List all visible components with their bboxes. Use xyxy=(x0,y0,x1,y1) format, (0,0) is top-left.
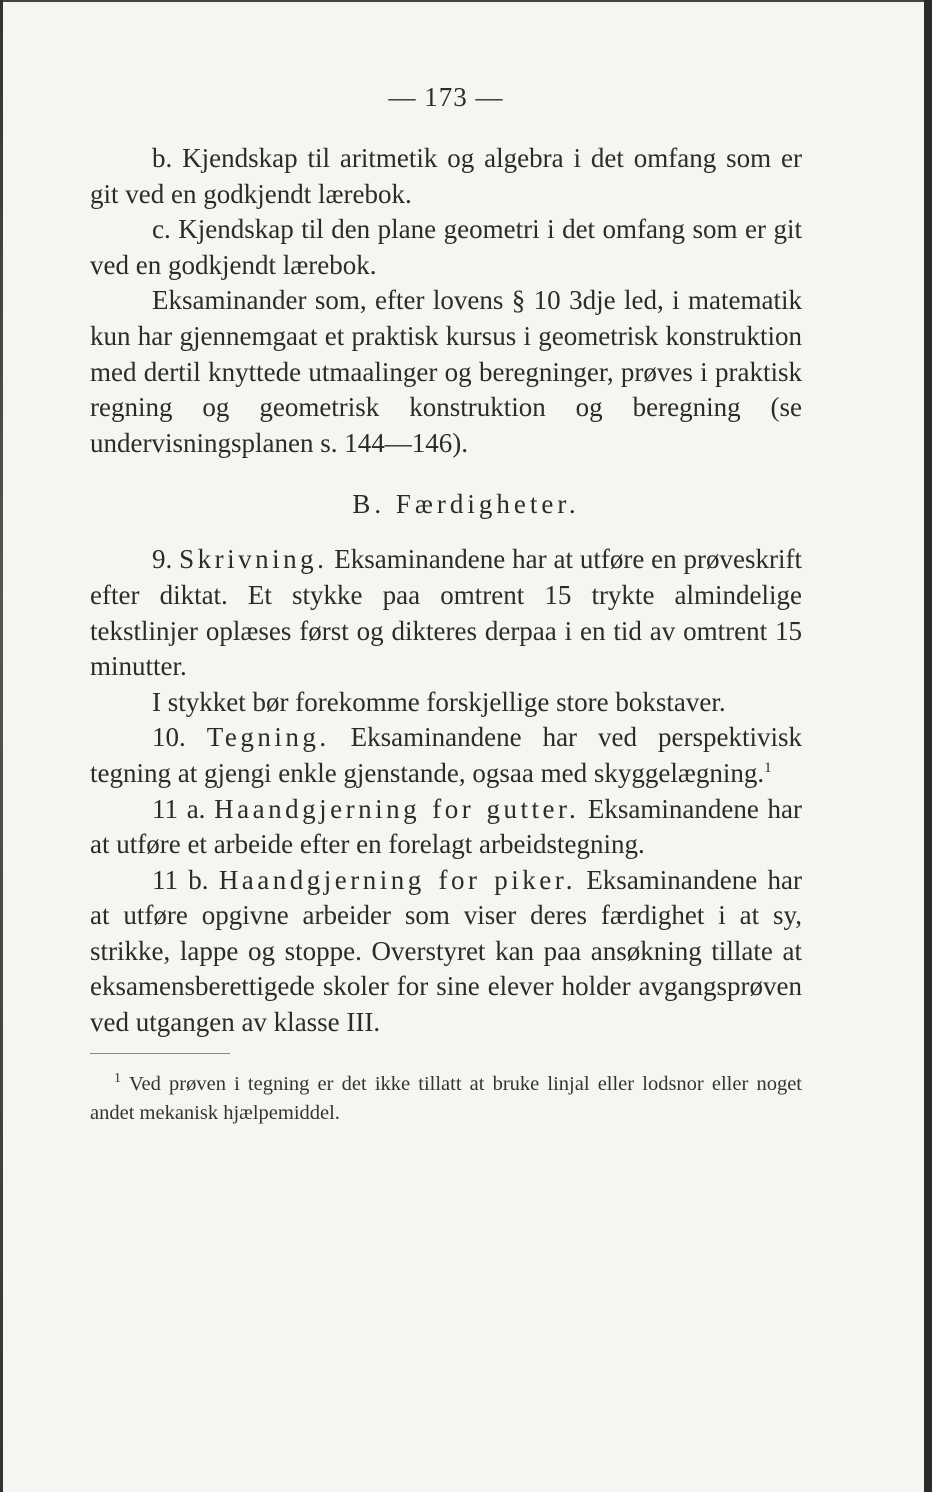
section-11b-number: 11 b. xyxy=(152,864,209,895)
section-10-title: Tegning. xyxy=(206,722,330,753)
section-11a-title: Haandgjerning for gutter. xyxy=(214,793,580,824)
scan-left-edge xyxy=(0,0,3,1492)
section-9-text: Eksaminandene har at utføre en prøveskrift efter diktat. Et stykke paa omtrent 15 trykte almindelige tekstlinjer oplæses først og dikteres derpaa i en tid av omtrent 15 minutter. xyxy=(90,544,803,682)
section-11a-text: Eksaminandene har at utføre et arbeide efter en forelagt arbeidstegning. xyxy=(90,793,803,860)
book-page xyxy=(90,82,802,1128)
footnote-mark: 1 xyxy=(114,1070,121,1086)
section-10 xyxy=(90,720,802,791)
scan-right-edge xyxy=(924,0,932,1492)
footnote-reference: 1 xyxy=(764,759,772,776)
scan-top-edge xyxy=(0,0,932,2)
section-9-number: 9. xyxy=(152,544,173,575)
item-b: b. Kjendskap til aritmetik og algebra i det omfang som er git ved en godkjendt lærebok. xyxy=(90,143,802,209)
footnote-text: Ved prøven i tegning er det ikke tillatt at bruke linjal eller lodsnor eller noget andet mekanisk hjælpemiddel. xyxy=(90,1072,802,1124)
footnote xyxy=(90,1070,802,1128)
section-11a xyxy=(90,792,802,863)
item-c: c. Kjendskap til den plane geometri i det omfang som er git ved en godkjendt lærebok. xyxy=(90,214,802,280)
section-9-title: Skrivning. xyxy=(179,544,328,575)
section-11a-number: 11 a. xyxy=(152,793,206,824)
section-heading: B. Færdigheter. xyxy=(352,489,580,520)
section-9 xyxy=(90,542,802,684)
section-10-number: 10. xyxy=(152,722,186,753)
section-9-text-2: I stykket bør forekomme forskjellige store bokstaver. xyxy=(152,686,726,717)
footnote-divider xyxy=(90,1053,230,1054)
section-11b-text: Eksaminandene har at utføre opgivne arbeider som viser deres færdighet i at sy, strikke, lappe og stoppe. Overstyret kan paa ansøkning tillate at eksamensberettigede skoler for sine elever holder avgangsprøven ved utgangen av klasse III. xyxy=(90,864,803,1038)
paragraph-eksaminander: Eksaminander som, efter lovens § 10 3dje led, i matematik kun har gjennemgaat et praktisk kursus i geometrisk konstruktion med dertil knyttede utmaalinger og beregninger, prøves i praktisk regning og geometrisk konstruktion og beregning (se undervisningsplanen s. 144—146). xyxy=(90,285,802,458)
page-number: — 173 — xyxy=(388,82,504,112)
section-10-text: Eksaminandene har ved perspektivisk tegning at gjengi enkle gjenstande, ogsaa med skyggelægning. xyxy=(90,722,803,788)
section-11b xyxy=(90,863,802,1041)
section-11b-title: Haandgjerning for piker. xyxy=(218,864,577,895)
